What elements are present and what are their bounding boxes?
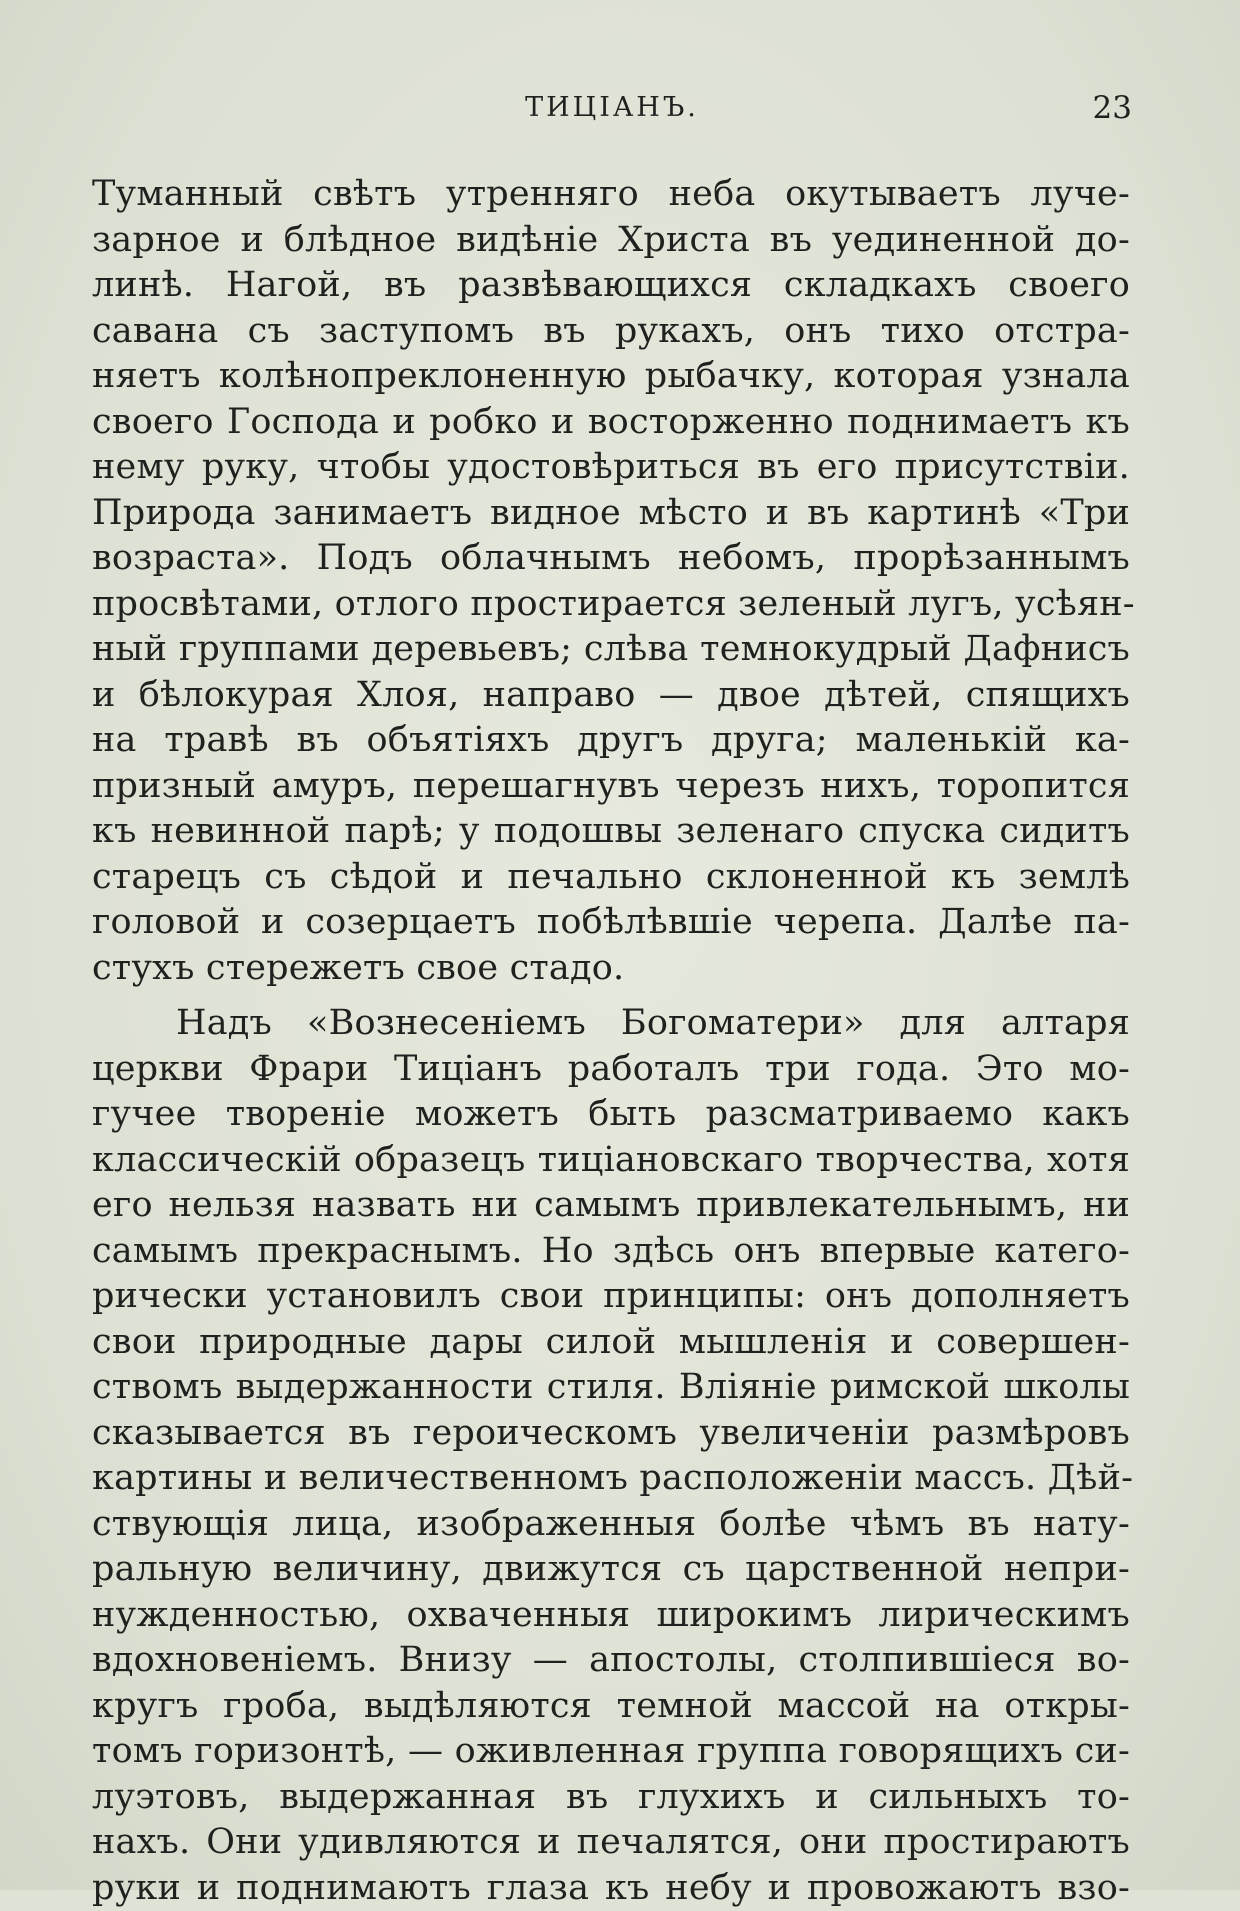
text-line: ный группами деревьевъ; слѣва темнокудрый Дафнисъ — [92, 627, 1130, 673]
paragraph-gap — [92, 991, 1130, 1001]
text-line: возраста». Подъ облачнымъ небомъ, прорѣзаннымъ — [92, 536, 1130, 582]
text-line: луэтовъ, выдержанная въ глухихъ и сильныхъ то- — [92, 1775, 1130, 1821]
text-line: томъ горизонтѣ, — оживленная группа говорящихъ си- — [92, 1729, 1130, 1775]
page-number: 23 — [1093, 90, 1132, 126]
text-line: ральную величину, движутся съ царственной непри- — [92, 1547, 1130, 1593]
text-line: руки и поднимаютъ глаза къ небу и провожаютъ взо- — [92, 1866, 1130, 1911]
text-line: гучее твореніе можетъ быть разсматриваемо какъ — [92, 1092, 1130, 1138]
running-title: ТИЦІАНЪ. — [92, 92, 1132, 123]
text-line: классическій образецъ тиціановскаго творчества, хотя — [92, 1138, 1130, 1184]
text-line: кругъ гроба, выдѣляются темной массой на откры- — [92, 1684, 1130, 1730]
text-line: самымъ прекраснымъ. Но здѣсь онъ впервые катего- — [92, 1229, 1130, 1275]
text-line: ствомъ выдержанности стиля. Вліяніе римской школы — [92, 1365, 1130, 1411]
text-line: стухъ стережетъ свое стадо. — [92, 946, 1130, 992]
text-line: просвѣтами, отлого простирается зеленый лугъ, усѣян- — [92, 582, 1130, 628]
text-line: зарное и блѣдное видѣніе Христа въ уединенной до- — [92, 218, 1130, 264]
text-line: Природа занимаетъ видное мѣсто и въ картинѣ «Три — [92, 491, 1130, 537]
text-line: няетъ колѣнопреклоненную рыбачку, которая узнала — [92, 354, 1130, 400]
text-line: свои природные дары силой мышленія и совершен- — [92, 1320, 1130, 1366]
text-line: на травѣ въ объятіяхъ другъ друга; маленькій ка- — [92, 718, 1130, 764]
text-line: сказывается въ героическомъ увеличеніи размѣровъ — [92, 1411, 1130, 1457]
text-line: нахъ. Они удивляются и печалятся, они простираютъ — [92, 1820, 1130, 1866]
text-line: Надъ «Вознесеніемъ Богоматери» для алтаря — [92, 1001, 1130, 1047]
text-line: головой и созерцаетъ побѣлѣвшіе черепа. Далѣе па- — [92, 900, 1130, 946]
text-line: его нельзя назвать ни самымъ привлекательнымъ, ни — [92, 1183, 1130, 1229]
text-line: старецъ съ сѣдой и печально склоненной къ землѣ — [92, 855, 1130, 901]
text-line: къ невинной парѣ; у подошвы зеленаго спуска сидитъ — [92, 809, 1130, 855]
text-line: своего Господа и робко и восторженно поднимаетъ къ — [92, 400, 1130, 446]
text-line: призный амуръ, перешагнувъ черезъ нихъ, торопится — [92, 764, 1130, 810]
text-line: рически установилъ свои принципы: онъ дополняетъ — [92, 1274, 1130, 1320]
text-line: вдохновеніемъ. Внизу — апостолы, столпившіеся во- — [92, 1638, 1130, 1684]
text-line: савана съ заступомъ въ рукахъ, онъ тихо отстра- — [92, 309, 1130, 355]
text-line: ствующія лица, изображенныя болѣе чѣмъ въ нату- — [92, 1502, 1130, 1548]
body-text — [92, 172, 1130, 1911]
text-line: линѣ. Нагой, въ развѣвающихся складкахъ своего — [92, 263, 1130, 309]
text-line: нему руку, чтобы удостовѣриться въ его присутствіи. — [92, 445, 1130, 491]
text-line: нужденностью, охваченныя широкимъ лирическимъ — [92, 1593, 1130, 1639]
text-line: церкви Фрари Тиціанъ работалъ три года. Это мо- — [92, 1047, 1130, 1093]
text-line: и бѣлокурая Хлоя, направо — двое дѣтей, спящихъ — [92, 673, 1130, 719]
text-line: Туманный свѣтъ утренняго неба окутываетъ луче- — [92, 172, 1130, 218]
text-line: картины и величественномъ расположеніи массъ. Дѣй- — [92, 1456, 1130, 1502]
page-header — [92, 92, 1132, 132]
